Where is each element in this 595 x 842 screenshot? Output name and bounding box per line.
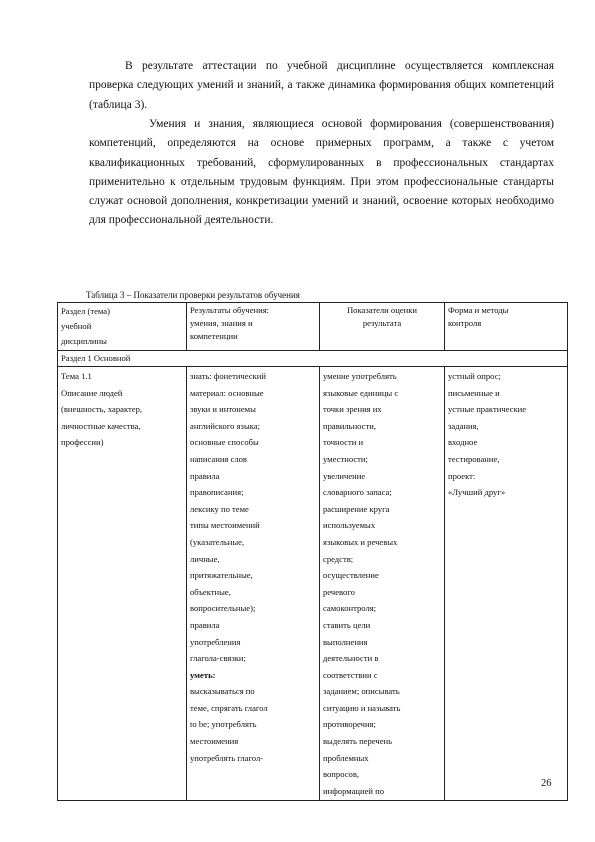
cell-line: Результаты обучения: — [190, 305, 270, 315]
results-table — [57, 302, 568, 801]
cell-line: самоконтроля; — [323, 603, 377, 614]
cell-line: Показатели оценки — [346, 305, 418, 315]
table-caption: Таблица 3 – Показатели проверки результатов обучения — [86, 290, 300, 300]
page-number: 26 — [541, 778, 552, 789]
cell-line: глагола-связки; — [190, 653, 246, 664]
cell-line: знать: фонетический — [190, 371, 266, 381]
cell-line: противоречия; — [323, 719, 376, 730]
cell-line: уметь: — [190, 669, 216, 680]
table-section-row — [58, 351, 568, 367]
intro-paragraph: В результате аттестации по учебной дисциплине осуществляется комплексная проверка следующих умений и знаний, а также динамика формирования общих компетенций (таблица 3). — [89, 60, 554, 111]
cell-line: выделять перечень — [323, 736, 393, 747]
cell-line: объектные, — [190, 586, 231, 597]
cell-line: высказываться по — [190, 686, 255, 697]
cell-line: тестирование, — [448, 453, 500, 464]
cell-line: английского языка; — [190, 420, 260, 431]
cell-line: задания, — [448, 420, 479, 431]
cell-line: теме, спрягать глагол — [190, 702, 268, 713]
header-learning-results — [187, 303, 320, 351]
cell-line: материал: основные — [190, 387, 264, 398]
cell-line: умения, знания и — [190, 318, 253, 328]
cell-line: проблемных — [323, 752, 369, 763]
cell-line: письменные и — [448, 387, 500, 398]
cell-line: расширение круга — [323, 503, 390, 514]
cell-line: соответствии с — [323, 669, 378, 680]
cell-line: (указательные, — [190, 536, 245, 547]
cell-line: языковые единицы с — [323, 387, 399, 398]
cell-line: контроля — [448, 318, 482, 328]
cell-line: Форма и методы — [448, 305, 509, 315]
cell-line: устный опрос; — [448, 371, 501, 381]
section-title: Раздел 1 Основной — [58, 351, 568, 367]
cell-line: информацией по — [323, 785, 385, 796]
cell-line: притяжательные, — [190, 570, 253, 581]
cell-line: деятельности в — [323, 653, 379, 664]
cell-line: «Лучший друг» — [448, 487, 506, 498]
cell-line: личные, — [190, 553, 220, 564]
cell-line: основные способы — [190, 437, 259, 448]
cell-line: устные практические — [448, 404, 527, 415]
header-assessment-indicators — [320, 303, 445, 351]
cell-line: ставить цели — [323, 619, 371, 630]
indicators-cell — [320, 367, 445, 801]
cell-line: речевого — [323, 586, 355, 597]
cell-line: личностные качества, — [61, 420, 141, 431]
cell-line: результата — [362, 318, 402, 328]
cell-line: употреблять глагол- — [190, 752, 264, 763]
cell-line: выполнения — [323, 636, 368, 647]
cell-line: профессии) — [61, 437, 104, 448]
cell-line: (внешность, характер, — [61, 404, 143, 415]
table-row — [58, 367, 568, 801]
cell-line: звуки и интонемы — [190, 404, 256, 415]
cell-line: правила — [190, 619, 220, 630]
cell-line: уместности; — [323, 453, 368, 464]
cell-line: входное — [448, 437, 478, 448]
cell-line: Тема 1.1 — [61, 371, 92, 381]
cell-line: лексику по теме — [190, 503, 249, 514]
cell-line: учебной — [61, 321, 92, 331]
cell-line: осуществление — [323, 570, 379, 581]
body-paragraph: Умения и знания, являющиеся основой формирования (совершенствования) компетенций, определяются на основе примерных программ, а также с учетом квалификационных требований, сформулированных в профессиональных стандартах применительно к отдельным трудовым функциям. При этом профессиональные стандарты служат основой дополнения, конкретизации умений и знаний, освоение которых необходимо для профессиональной деятельности. — [89, 118, 554, 227]
cell-line: написания слов — [190, 453, 247, 464]
cell-line: типы местоимений — [190, 520, 260, 531]
cell-line: заданием; описывать — [323, 686, 400, 697]
cell-line: ситуацию и называть — [323, 702, 401, 713]
cell-line: точности и — [323, 437, 364, 448]
cell-line: правильности, — [323, 420, 377, 431]
cell-line: правописания; — [190, 487, 244, 498]
topic-cell — [58, 367, 187, 801]
cell-line: to be; употреблять — [190, 719, 257, 730]
cell-line: правила — [190, 470, 220, 481]
table-header-row — [58, 303, 568, 351]
knowledge-skills-cell — [187, 367, 320, 801]
cell-line: словарного запаса; — [323, 487, 392, 498]
cell-line: вопросов, — [323, 769, 360, 780]
header-control-methods — [445, 303, 568, 351]
cell-line: точки зрения их — [323, 404, 382, 415]
header-section-topic — [58, 303, 187, 351]
cell-line: языковых и речевых — [323, 536, 398, 547]
control-methods-cell — [445, 367, 568, 801]
cell-line: Раздел (тема) — [61, 306, 110, 316]
cell-line: увеличение — [323, 470, 366, 481]
cell-line: вопросительные); — [190, 603, 256, 614]
cell-line: Описание людей — [61, 387, 123, 398]
cell-line: используемых — [323, 520, 376, 531]
cell-line: местоимения — [190, 736, 239, 747]
cell-line: проект: — [448, 470, 476, 481]
cell-line: умение употреблять — [323, 371, 397, 381]
cell-line: средств; — [323, 553, 354, 564]
cell-line: дисциплины — [61, 336, 107, 346]
cell-line: употребления — [190, 636, 241, 647]
cell-line: компетенции — [190, 331, 238, 341]
